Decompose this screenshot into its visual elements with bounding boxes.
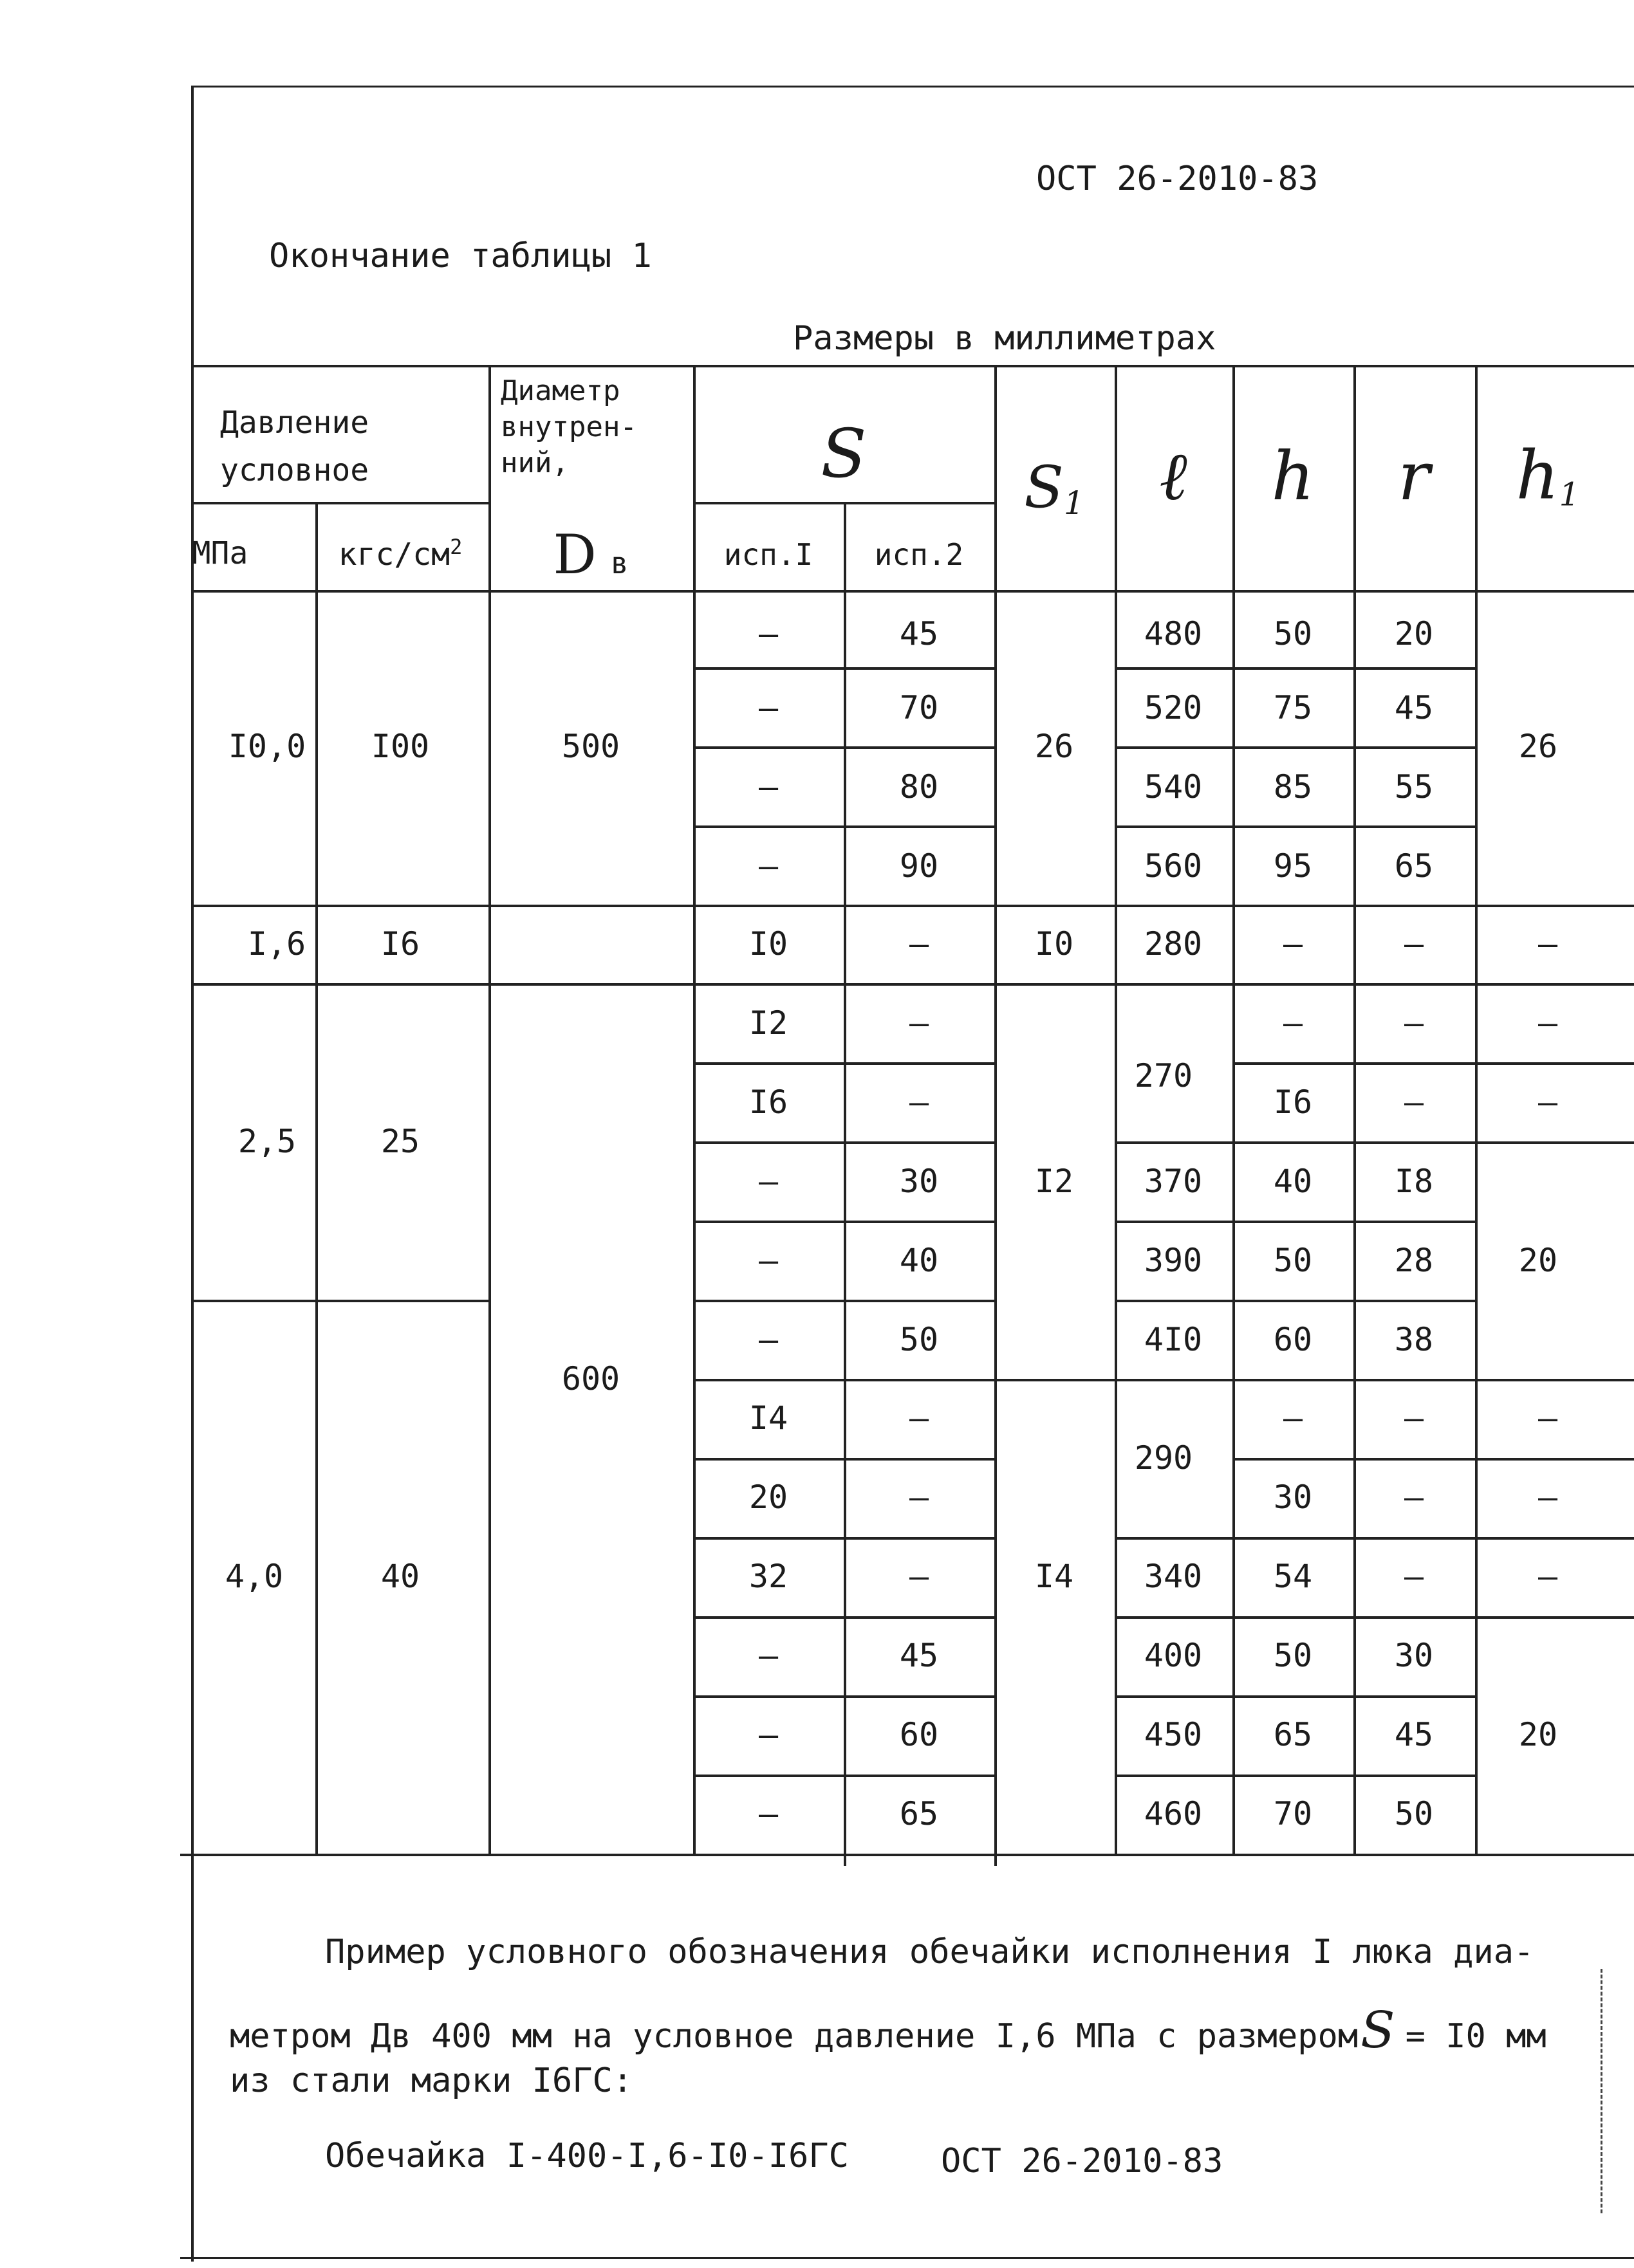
- row-line: [1115, 746, 1475, 749]
- cell-s-isp2: 40: [899, 1242, 939, 1279]
- frame-left-line: [191, 86, 194, 2262]
- cell-r: 55: [1394, 768, 1434, 806]
- table-caption: Окончание таблицы 1: [269, 237, 652, 275]
- row-line: [1232, 1062, 1634, 1065]
- document-code: ОСТ 26-2010-83: [1036, 160, 1319, 198]
- cell-r: –: [1404, 1479, 1424, 1516]
- header-bottom-line: [191, 590, 1634, 593]
- cell-s1: I2: [1034, 1163, 1074, 1200]
- cell-r: 30: [1394, 1637, 1434, 1674]
- table-bottom-line: [180, 1854, 1634, 1856]
- row-line: [191, 1300, 488, 1302]
- header-r: r: [1398, 437, 1430, 515]
- header-diameter-symbol: Dв: [553, 523, 629, 586]
- cell-s-isp2: 50: [899, 1321, 939, 1358]
- cell-l: 390: [1144, 1242, 1203, 1279]
- row-line: [1115, 667, 1475, 670]
- cell-h: 40: [1273, 1163, 1313, 1200]
- header-s-isp2: исп.2: [874, 537, 964, 572]
- cell-h: 50: [1273, 615, 1313, 652]
- cell-pressure-kgf: I00: [371, 728, 430, 765]
- row-line: [1115, 1141, 1634, 1144]
- header-pressure-kgf: кгс/$см^2$: [338, 535, 463, 573]
- cell-s-isp1: –: [758, 1321, 779, 1358]
- cell-s-isp2: –: [909, 1004, 929, 1042]
- cell-r: I8: [1394, 1163, 1434, 1200]
- example-line-1: Пример условного обозначения обечайки исполнения I люка диа-: [325, 1933, 1534, 1971]
- cell-s-isp2: –: [909, 1479, 929, 1516]
- cell-l: 560: [1144, 847, 1203, 885]
- cell-s-isp1: 20: [748, 1479, 788, 1516]
- cell-s-isp1: –: [758, 1637, 779, 1674]
- cell-s1: I4: [1034, 1558, 1074, 1595]
- cell-s-isp1: –: [758, 1242, 779, 1279]
- header-s-isp1: исп.I: [723, 537, 813, 572]
- cell-pressure-mpa: 4,0: [225, 1558, 284, 1595]
- header-pressure: Давление условное: [220, 405, 369, 488]
- cell-l: 340: [1144, 1558, 1203, 1595]
- cell-s-isp2: 80: [899, 768, 939, 806]
- cell-r: –: [1404, 925, 1424, 963]
- cell-h1: 20: [1518, 1242, 1558, 1279]
- cell-s-isp2: 65: [899, 1795, 939, 1832]
- cell-h: –: [1283, 1004, 1303, 1042]
- header-s: S: [821, 414, 867, 493]
- cell-h1: –: [1537, 1558, 1558, 1595]
- cell-h: I6: [1273, 1083, 1313, 1121]
- cell-h1: –: [1537, 1004, 1558, 1042]
- cell-h: 70: [1273, 1795, 1313, 1832]
- cell-s-isp1: –: [758, 1716, 779, 1753]
- cell-l: 280: [1144, 925, 1203, 963]
- cell-s-isp2: 70: [899, 689, 939, 726]
- example-designation-code: ОСТ 26-2010-83: [941, 2142, 1223, 2180]
- row-line: [191, 905, 1634, 907]
- cell-h: –: [1283, 1399, 1303, 1437]
- cell-h1: 20: [1518, 1716, 1558, 1753]
- col-line: [1115, 365, 1117, 1854]
- cell-s-isp1: I6: [748, 1083, 788, 1121]
- col-line: [1475, 365, 1478, 1854]
- cell-r: –: [1404, 1004, 1424, 1042]
- cell-r: –: [1404, 1083, 1424, 1121]
- cell-s-isp2: –: [909, 1083, 929, 1121]
- cell-pressure-mpa: 2,5: [237, 1123, 297, 1160]
- cell-pressure-mpa: I0,0: [228, 728, 306, 765]
- cell-h: 95: [1273, 847, 1313, 885]
- cell-h: 30: [1273, 1479, 1313, 1516]
- header-s1: $S_1$: [1024, 454, 1084, 522]
- cell-pressure-kgf: 40: [380, 1558, 420, 1595]
- cell-h1: –: [1537, 925, 1558, 963]
- cell-h: 65: [1273, 1716, 1313, 1753]
- cell-s-isp1: –: [758, 615, 779, 652]
- cell-pressure-mpa: I,6: [247, 925, 306, 963]
- cell-r: 45: [1394, 689, 1434, 726]
- row-line: [1115, 825, 1475, 828]
- row-line: [1115, 1616, 1634, 1619]
- header-h: h: [1271, 437, 1315, 515]
- cell-r: 45: [1394, 1716, 1434, 1753]
- cell-l: 480: [1144, 615, 1203, 652]
- cell-s-isp1: –: [758, 1163, 779, 1200]
- cell-h: –: [1283, 925, 1303, 963]
- row-line: [1115, 1221, 1475, 1223]
- cell-h1: –: [1537, 1083, 1558, 1121]
- cell-s1: I0: [1034, 925, 1074, 963]
- cell-s-isp2: 45: [899, 1637, 939, 1674]
- cell-h1: –: [1537, 1399, 1558, 1437]
- row-line: [1115, 1775, 1475, 1777]
- cell-pressure-kgf: 25: [380, 1123, 420, 1160]
- cell-h1: 26: [1518, 728, 1558, 765]
- cell-l: 370: [1144, 1163, 1203, 1200]
- row-line: [1232, 1458, 1634, 1461]
- cell-s-isp1: I4: [748, 1399, 788, 1437]
- cell-s-isp2: 30: [899, 1163, 939, 1200]
- example-designation: Обечайка I-400-I,6-I0-I6ГС: [325, 2137, 849, 2175]
- cell-h: 75: [1273, 689, 1313, 726]
- header-diameter: Диаметр внутрен- ний,: [501, 374, 637, 479]
- row-line: [994, 1379, 1634, 1381]
- cell-s-isp1: 32: [748, 1558, 788, 1595]
- col-line: [1232, 365, 1235, 1854]
- row-line: [1115, 1537, 1634, 1540]
- col-line: [315, 502, 318, 1854]
- row-line: [191, 983, 1634, 986]
- units-note: Размеры в миллиметрах: [793, 319, 1216, 358]
- cell-s-isp1: I2: [748, 1004, 788, 1042]
- cell-h: 60: [1273, 1321, 1313, 1358]
- cell-s-isp2: 90: [899, 847, 939, 885]
- cell-s-isp2: –: [909, 1399, 929, 1437]
- frame-top-line: [193, 86, 1634, 88]
- col-line: [488, 365, 491, 1854]
- header-sub-line-pressure: [191, 502, 488, 504]
- col-line: [994, 365, 997, 1866]
- cell-r: 28: [1394, 1242, 1434, 1279]
- header-pressure-mpa: МПа: [192, 535, 248, 571]
- cell-r: 38: [1394, 1321, 1434, 1358]
- cell-h: 54: [1273, 1558, 1313, 1595]
- cell-s1: 26: [1034, 728, 1074, 765]
- cell-s-isp2: –: [909, 1558, 929, 1595]
- cell-s-isp1: –: [758, 689, 779, 726]
- cell-l: 4I0: [1144, 1321, 1203, 1358]
- table-top-line: [191, 365, 1634, 367]
- cell-s-isp2: 45: [899, 615, 939, 652]
- cell-l: 450: [1144, 1716, 1203, 1753]
- cell-r: 20: [1394, 615, 1434, 652]
- cell-h1: –: [1537, 1479, 1558, 1516]
- cell-r: –: [1404, 1399, 1424, 1437]
- cell-l: 460: [1144, 1795, 1203, 1832]
- cell-s-isp1: –: [758, 847, 779, 885]
- col-line: [693, 365, 696, 1854]
- col-line: [1353, 365, 1356, 1854]
- cell-r: 50: [1394, 1795, 1434, 1832]
- cell-h: 50: [1273, 1242, 1313, 1279]
- cell-r: –: [1404, 1558, 1424, 1595]
- row-line: [1115, 1695, 1475, 1698]
- example-line-2: метром Дв 400 мм на условное давление I,6 МПа с размеромS = I0 мм: [230, 2002, 1546, 2060]
- cell-l: 540: [1144, 768, 1203, 806]
- header-l: ℓ: [1159, 437, 1187, 515]
- example-line-3: из стали марки I6ГС:: [230, 2061, 633, 2100]
- cell-l: 520: [1144, 689, 1203, 726]
- cell-r: 65: [1394, 847, 1434, 885]
- cell-pressure-kgf: I6: [380, 925, 420, 963]
- cell-h: 85: [1273, 768, 1313, 806]
- header-h1: $h_1$: [1516, 436, 1580, 515]
- cell-h: 50: [1273, 1637, 1313, 1674]
- cell-diameter: 500: [561, 728, 620, 765]
- frame-bottom-line: [180, 2257, 1634, 2259]
- margin-dash-line: [1601, 1969, 1602, 2213]
- cell-diameter: 600: [561, 1360, 620, 1397]
- cell-s-isp1: –: [758, 1795, 779, 1832]
- cell-s-isp2: –: [909, 925, 929, 963]
- cell-s-isp2: 60: [899, 1716, 939, 1753]
- cell-s-isp1: –: [758, 768, 779, 806]
- col-line: [844, 502, 846, 1866]
- cell-l: 290: [1134, 1439, 1193, 1477]
- row-line: [1115, 1300, 1475, 1302]
- cell-s-isp1: I0: [748, 925, 788, 963]
- cell-l: 400: [1144, 1637, 1203, 1674]
- cell-l: 270: [1134, 1057, 1193, 1094]
